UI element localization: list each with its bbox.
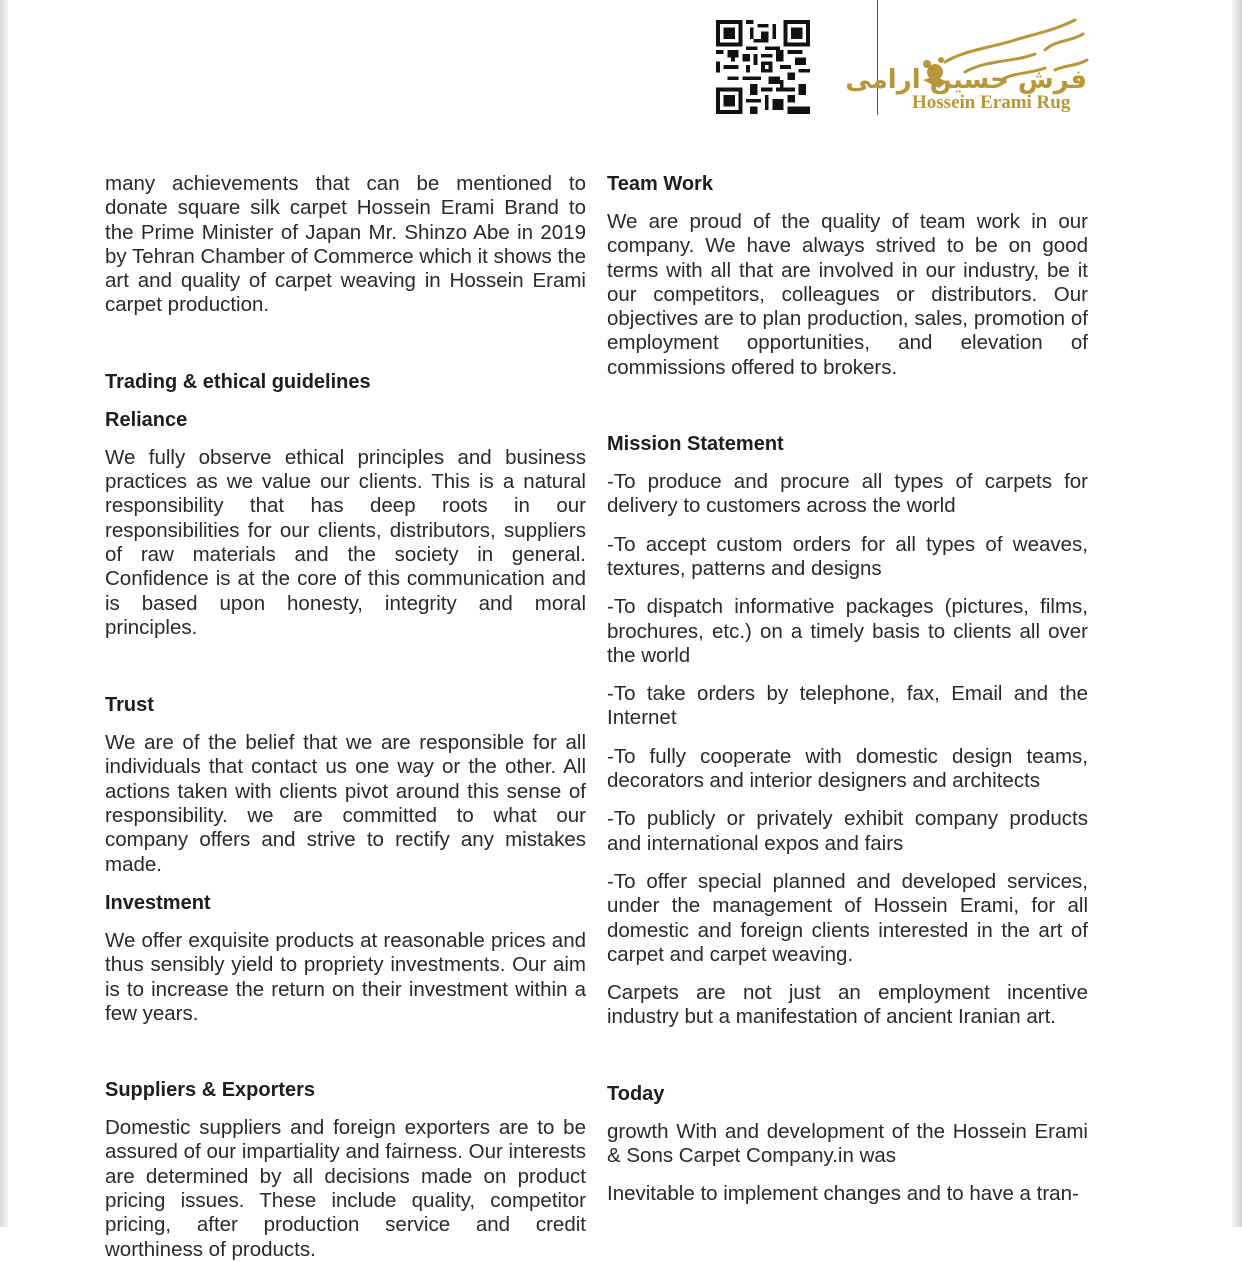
today-heading: Today (607, 1082, 665, 1105)
reliance-heading: Reliance (105, 408, 188, 431)
today-paragraph: growth With and development of the Hossein Erami & Sons Carpet Company.in was (607, 1119, 1088, 1168)
intro-paragraph: many achievements that can be mentioned to donate square silk carpet Hossein Erami Brand to the Prime Minister of Japan Mr. Shinzo Abe in 2019 by Tehran Chamber of Commerce which it shows the art and quality of carpet weaving in Hossein Erami carpet production. (105, 172, 586, 317)
trust-heading: Trust (105, 694, 154, 717)
suppliers-heading: Suppliers & Exporters (105, 1079, 316, 1102)
brand-name: Hossein Erami Rug (912, 92, 1071, 113)
mission-item: -To publicly or privately exhibit company products and international expos and fairs (607, 807, 1088, 855)
team-work-heading: Team Work (607, 173, 713, 195)
today-paragraph-continued: Inevitable to implement changes and to have a tran- (607, 1182, 1079, 1206)
mission-item: -To offer special planned and developed services, under the management of Hossein Erami, for all domestic and foreign clients interested in the art of carpet and carpet weaving. (607, 869, 1088, 966)
right-column (607, 172, 1088, 1207)
investment-heading: Investment (105, 891, 211, 914)
page-edge-right (1232, 0, 1242, 1227)
logo-persian-text: فرش حسین ارامی (845, 65, 1087, 95)
left-column (105, 172, 586, 1262)
mission-item: -To take orders by telephone, fax, Email and the Internet (607, 682, 1088, 730)
trust-paragraph: We are of the belief that we are responsible for all individuals that contact us one way or the other. All actions taken with clients pivot around this sense of responsibility. we are committed to what our company offers and strive to rectify any mistakes made. (105, 731, 586, 876)
mission-item: -To dispatch informative packages (pictures, films, brochures, etc.) on a timely basis to clients all over the world (607, 595, 1088, 667)
trading-heading: Trading & ethical guidelines (105, 370, 371, 393)
team-work-paragraph: We are proud of the quality of team work in our company. We have always strived to be on good terms with all that are involved in our industry, be it our competitors, colleagues or distributors. Our objectives are to plan production, sales, promotion of employment opportunities, and elevation of commissions offered to brokers. (607, 210, 1088, 379)
mission-item: -To produce and procure all types of carpets for delivery to customers across the world (607, 470, 1088, 518)
mission-heading: Mission Statement (607, 433, 784, 456)
investment-paragraph: We offer exquisite products at reasonable prices and thus sensibly yield to propriety investments. Our aim is to increase the return on their investment within a few years. (105, 928, 586, 1025)
mission-item: -To fully cooperate with domestic design teams, decorators and interior designers and architects (607, 744, 1088, 793)
qr-code[interactable] (716, 20, 810, 114)
mission-item: -To accept custom orders for all types of weaves, textures, patterns and designs (607, 532, 1088, 580)
page-edge-left (0, 0, 8, 1227)
header-divider (877, 0, 878, 115)
carpets-paragraph: Carpets are not just an employment incentive industry but a manifestation of ancient Iranian art. (607, 981, 1088, 1029)
reliance-paragraph: We fully observe ethical principles and business practices as we value our clients. This is a natural responsibility that has deep roots in our responsibilities for our clients, distributors, suppliers of raw materials and the society in general. Confidence is at the core of this communication and is based upon honesty, integrity and moral principles. (105, 445, 586, 639)
suppliers-paragraph: Domestic suppliers and foreign exporters are to be assured of our impartiality and fairness. Our interests are determined by all decisions made on product pricing issues. These include quality, competitor pricing, after production service and credit worthiness of products. (105, 1116, 586, 1261)
